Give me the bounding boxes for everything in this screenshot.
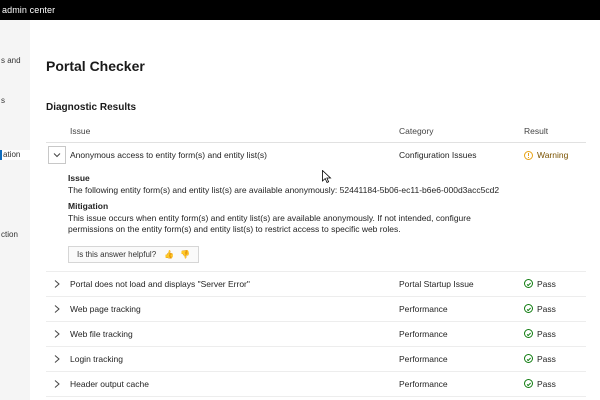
row-result-text: Pass <box>537 328 556 339</box>
expand-row-button[interactable] <box>46 279 68 289</box>
left-navigation-rail[interactable] <box>0 20 31 400</box>
collapse-row-button[interactable] <box>46 146 68 164</box>
detail-mitigation-text: This issue occurs when entity form(s) and entity list(s) are available anonymously. If not intended, configure permissions on the entity form(s) and entity list(s) to restrict access to specific web roles. <box>68 212 471 234</box>
row-category-text: Portal Startup Issue <box>399 278 474 289</box>
row-issue-text: Anonymous access to entity form(s) and entity list(s) <box>70 150 267 160</box>
row-category-text: Performance <box>399 378 448 389</box>
row-result <box>524 329 586 339</box>
feedback-label: Is this answer helpful? <box>77 249 157 259</box>
expand-row-button[interactable] <box>46 354 68 364</box>
row-issue-text: Web page tracking <box>70 303 141 314</box>
row-result <box>524 379 586 389</box>
chevron-right-icon <box>53 354 61 364</box>
chevron-right-icon <box>53 329 61 339</box>
warning-icon <box>524 151 533 160</box>
row-result-text: Pass <box>537 378 556 389</box>
row-issue-text: Portal does not load and displays "Server Error" <box>70 278 250 289</box>
table-row-header[interactable] <box>46 322 586 346</box>
table-row-header[interactable] <box>46 297 586 321</box>
detail-issue-text: The following entity form(s) and entity list(s) are available anonymously: 52441184-5b06-ec11-b6e6-000d3acc5cd2 <box>68 185 500 195</box>
pass-icon <box>524 329 533 338</box>
chevron-right-icon <box>53 279 61 289</box>
page-title: Portal Checker <box>46 58 145 74</box>
expand-row-button[interactable] <box>46 304 68 314</box>
row-result <box>524 150 586 160</box>
row-result <box>524 279 586 289</box>
thumbs-down-icon[interactable]: 👎 <box>180 249 191 259</box>
diagnostic-results-table <box>46 120 586 397</box>
row-issue-text: Web file tracking <box>70 328 133 339</box>
section-title-diagnostic-results: Diagnostic Results <box>46 102 137 113</box>
pass-icon <box>524 379 533 388</box>
row-result <box>524 304 586 314</box>
table-row-header[interactable] <box>46 372 586 396</box>
row-issue-text: Login tracking <box>70 353 123 364</box>
row-result <box>524 354 586 364</box>
sidebar-item-3-selected[interactable]: ation <box>0 150 30 160</box>
sidebar-item-2[interactable]: s <box>1 96 5 105</box>
feedback-thumbs <box>164 250 190 259</box>
chevron-right-icon <box>53 304 61 314</box>
main-content <box>30 20 600 400</box>
row-category-text: Performance <box>399 353 448 364</box>
chevron-right-icon <box>53 379 61 389</box>
admin-center-title: admin center <box>2 5 56 15</box>
row-result-text: Pass <box>537 353 556 364</box>
table-row-header[interactable] <box>46 272 586 296</box>
table-row <box>46 143 586 272</box>
table-row <box>46 372 586 397</box>
row-result-text: Pass <box>537 303 556 314</box>
detail-mitigation-heading: Mitigation <box>68 200 109 211</box>
detail-issue-heading: Issue <box>68 173 90 183</box>
sidebar-item-1[interactable]: s and <box>1 56 21 65</box>
table-row <box>46 272 586 297</box>
pass-icon <box>524 354 533 363</box>
table-row <box>46 347 586 372</box>
table-row <box>46 322 586 347</box>
expand-row-button[interactable] <box>46 379 68 389</box>
table-row-header[interactable] <box>46 143 586 167</box>
thumbs-up-icon[interactable]: 👍 <box>164 249 175 259</box>
row-result-text: Pass <box>537 278 556 289</box>
table-row-header[interactable] <box>46 347 586 371</box>
row-result-text: Warning <box>537 150 569 160</box>
top-navigation-bar <box>0 0 600 20</box>
column-header-category: Category <box>399 126 434 136</box>
pass-icon <box>524 279 533 288</box>
feedback-bar <box>68 246 199 263</box>
row-category-text: Configuration Issues <box>399 150 477 160</box>
column-header-result: Result <box>524 126 549 136</box>
column-header-issue: Issue <box>70 126 91 136</box>
row-detail-panel <box>46 167 586 271</box>
chevron-down-icon[interactable] <box>48 146 66 164</box>
table-row <box>46 297 586 322</box>
row-category-text: Performance <box>399 303 448 314</box>
row-category-text: Performance <box>399 328 448 339</box>
sidebar-item-4[interactable]: ction <box>1 230 18 239</box>
table-header-row <box>46 120 586 143</box>
row-issue-text: Header output cache <box>70 378 149 389</box>
pass-icon <box>524 304 533 313</box>
expand-row-button[interactable] <box>46 329 68 339</box>
